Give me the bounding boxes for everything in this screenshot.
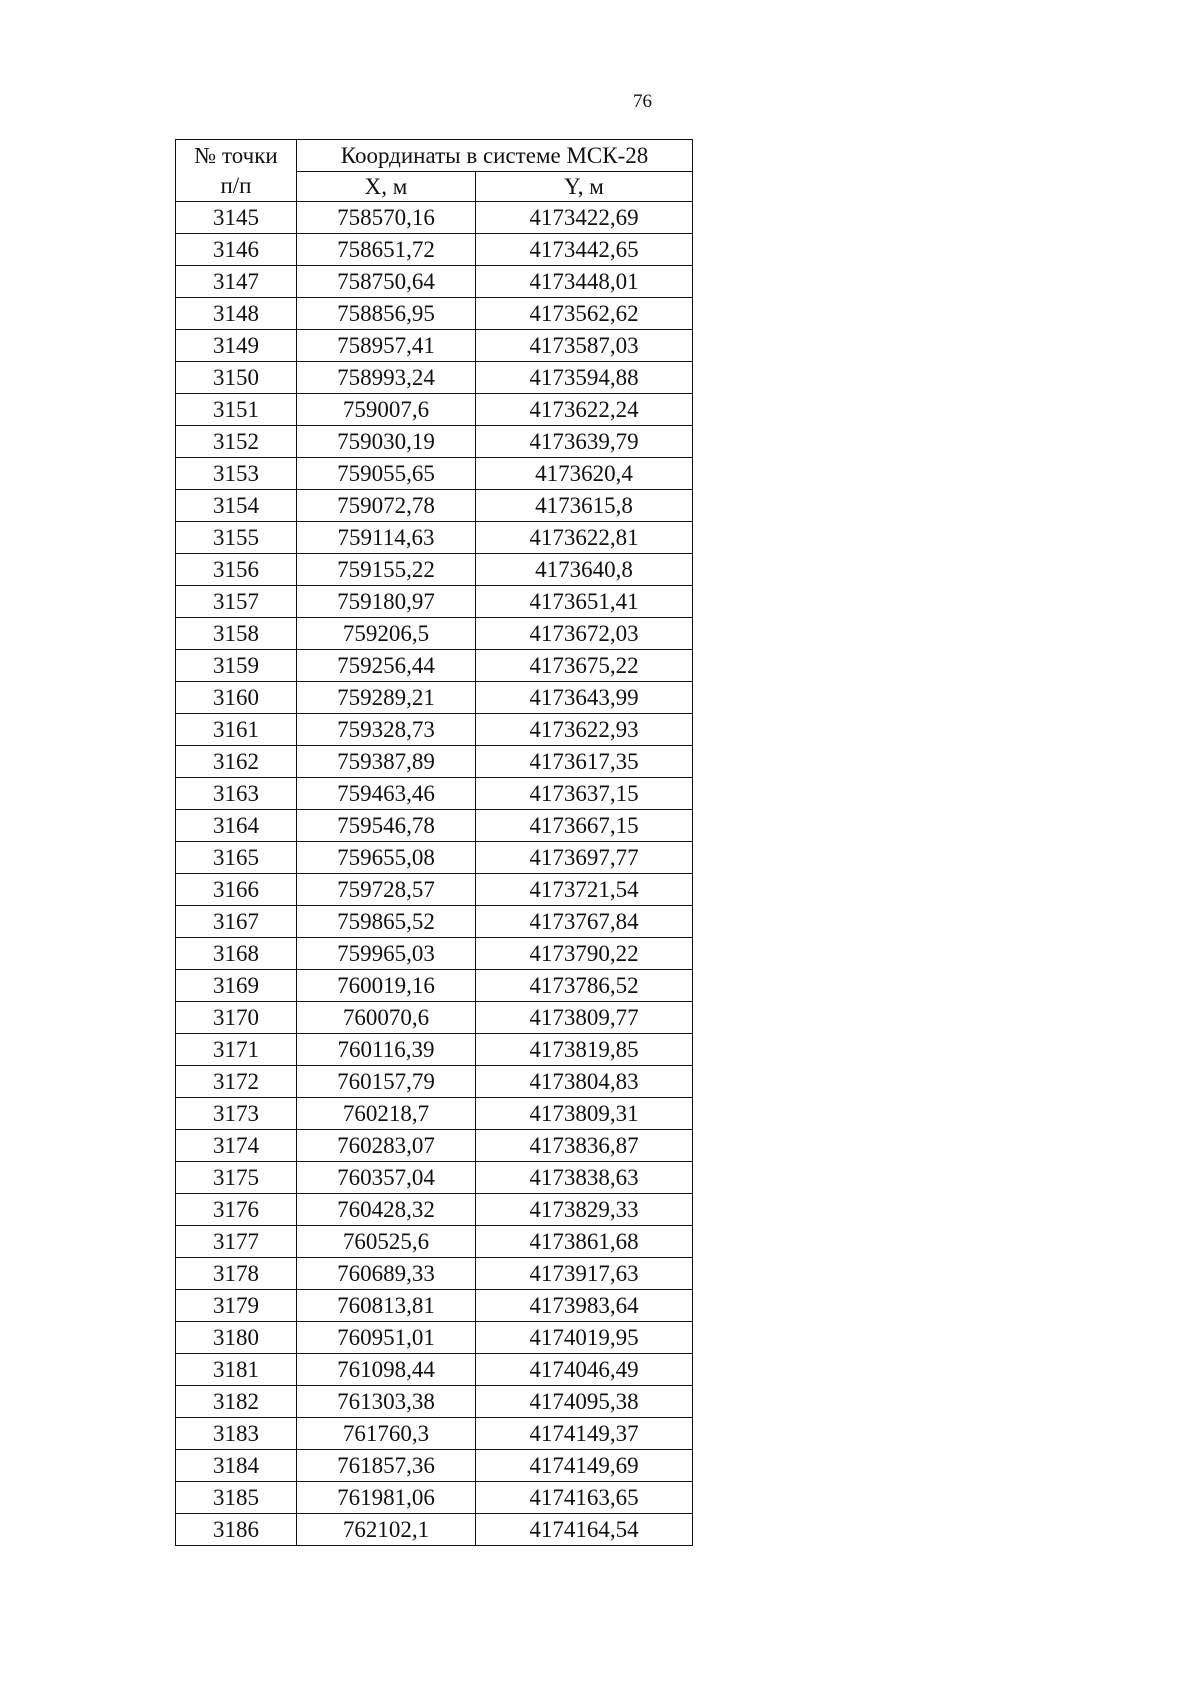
point-number-cell: 3154: [176, 490, 297, 522]
y-coordinate-cell: 4173675,22: [476, 650, 693, 682]
y-coordinate-cell: 4173809,77: [476, 1002, 693, 1034]
x-coordinate-cell: 760357,04: [297, 1162, 476, 1194]
point-number-cell: 3172: [176, 1066, 297, 1098]
point-number-cell: 3181: [176, 1354, 297, 1386]
point-number-cell: 3146: [176, 234, 297, 266]
y-coordinate-cell: 4173617,35: [476, 746, 693, 778]
y-coordinate-cell: 4173640,8: [476, 554, 693, 586]
point-number-cell: 3163: [176, 778, 297, 810]
x-coordinate-cell: 760070,6: [297, 1002, 476, 1034]
table-row: [176, 842, 693, 874]
y-coordinate-cell: 4173838,63: [476, 1162, 693, 1194]
table-row: [176, 1258, 693, 1290]
point-number-cell: 3160: [176, 682, 297, 714]
table-row: [176, 1290, 693, 1322]
point-number-cell: 3185: [176, 1482, 297, 1514]
point-number-cell: 3169: [176, 970, 297, 1002]
point-number-cell: 3161: [176, 714, 297, 746]
y-coordinate-cell: 4173697,77: [476, 842, 693, 874]
x-coordinate-cell: 760157,79: [297, 1066, 476, 1098]
y-coordinate-cell: 4174046,49: [476, 1354, 693, 1386]
y-coordinate-cell: 4173790,22: [476, 938, 693, 970]
table-row: [176, 874, 693, 906]
table-row: [176, 1162, 693, 1194]
table-row: [176, 1354, 693, 1386]
point-number-cell: 3168: [176, 938, 297, 970]
point-number-cell: 3156: [176, 554, 297, 586]
y-coordinate-cell: 4173643,99: [476, 682, 693, 714]
point-number-cell: 3159: [176, 650, 297, 682]
x-coordinate-cell: 762102,1: [297, 1514, 476, 1546]
table-row: [176, 362, 693, 394]
point-number-header-line2: п/п: [220, 173, 252, 198]
point-number-cell: 3180: [176, 1322, 297, 1354]
point-number-cell: 3162: [176, 746, 297, 778]
point-number-cell: 3158: [176, 618, 297, 650]
x-coordinate-cell: 760218,7: [297, 1098, 476, 1130]
point-number-cell: 3166: [176, 874, 297, 906]
table-row: [176, 906, 693, 938]
x-coordinate-cell: 759114,63: [297, 522, 476, 554]
y-coordinate-cell: 4173836,87: [476, 1130, 693, 1162]
point-number-cell: 3155: [176, 522, 297, 554]
table-row: [176, 650, 693, 682]
table-row: [176, 266, 693, 298]
y-coordinate-cell: 4173983,64: [476, 1290, 693, 1322]
x-coordinate-cell: 758957,41: [297, 330, 476, 362]
x-coordinate-cell: 759865,52: [297, 906, 476, 938]
y-coordinate-cell: 4173672,03: [476, 618, 693, 650]
y-coordinate-cell: 4173622,93: [476, 714, 693, 746]
point-number-cell: 3148: [176, 298, 297, 330]
y-coordinate-cell: 4173639,79: [476, 426, 693, 458]
table-row: [176, 586, 693, 618]
table-row: [176, 1450, 693, 1482]
point-number-cell: 3173: [176, 1098, 297, 1130]
y-coordinate-cell: 4173622,24: [476, 394, 693, 426]
y-coordinate-cell: 4173622,81: [476, 522, 693, 554]
table-row: [176, 394, 693, 426]
point-number-cell: 3182: [176, 1386, 297, 1418]
y-coordinate-cell: 4173861,68: [476, 1226, 693, 1258]
table-row: [176, 1386, 693, 1418]
x-coordinate-cell: 758570,16: [297, 202, 476, 234]
table-row: [176, 1322, 693, 1354]
y-coordinate-cell: 4173594,88: [476, 362, 693, 394]
page-number: 76: [633, 91, 652, 112]
table-row: [176, 1066, 693, 1098]
y-coordinate-cell: 4174163,65: [476, 1482, 693, 1514]
x-coordinate-cell: 761981,06: [297, 1482, 476, 1514]
table-row: [176, 298, 693, 330]
x-column-header: X, м: [297, 172, 476, 202]
x-coordinate-cell: 761857,36: [297, 1450, 476, 1482]
table-row: [176, 714, 693, 746]
point-number-cell: 3179: [176, 1290, 297, 1322]
point-number-cell: 3174: [176, 1130, 297, 1162]
table-row: [176, 426, 693, 458]
point-number-cell: 3147: [176, 266, 297, 298]
coordinates-system-header: Координаты в системе МСК-28: [297, 140, 693, 172]
y-coordinate-cell: 4173448,01: [476, 266, 693, 298]
x-coordinate-cell: 759180,97: [297, 586, 476, 618]
table-row: [176, 234, 693, 266]
table-row: [176, 554, 693, 586]
x-coordinate-cell: 760689,33: [297, 1258, 476, 1290]
point-number-cell: 3149: [176, 330, 297, 362]
y-coordinate-cell: 4173651,41: [476, 586, 693, 618]
x-coordinate-cell: 759055,65: [297, 458, 476, 490]
y-coordinate-cell: 4173667,15: [476, 810, 693, 842]
y-coordinate-cell: 4173620,4: [476, 458, 693, 490]
point-number-header: [176, 140, 297, 202]
point-number-cell: 3145: [176, 202, 297, 234]
x-coordinate-cell: 758750,64: [297, 266, 476, 298]
point-number-cell: 3177: [176, 1226, 297, 1258]
point-number-cell: 3184: [176, 1450, 297, 1482]
x-coordinate-cell: 759728,57: [297, 874, 476, 906]
x-coordinate-cell: 760019,16: [297, 970, 476, 1002]
table-row: [176, 330, 693, 362]
y-coordinate-cell: 4174149,69: [476, 1450, 693, 1482]
point-number-cell: 3176: [176, 1194, 297, 1226]
table-row: [176, 778, 693, 810]
y-coordinate-cell: 4173819,85: [476, 1034, 693, 1066]
x-coordinate-cell: 761760,3: [297, 1418, 476, 1450]
coordinates-table: [175, 139, 693, 1546]
table-row: [176, 1226, 693, 1258]
table-row: [176, 1194, 693, 1226]
y-coordinate-cell: 4173829,33: [476, 1194, 693, 1226]
y-coordinate-cell: 4173637,15: [476, 778, 693, 810]
x-coordinate-cell: 760525,6: [297, 1226, 476, 1258]
x-coordinate-cell: 759387,89: [297, 746, 476, 778]
table-row: [176, 810, 693, 842]
y-coordinate-cell: 4173615,8: [476, 490, 693, 522]
x-coordinate-cell: 760428,32: [297, 1194, 476, 1226]
table-row: [176, 1514, 693, 1546]
table-row: [176, 458, 693, 490]
point-number-cell: 3178: [176, 1258, 297, 1290]
x-coordinate-cell: 759155,22: [297, 554, 476, 586]
y-coordinate-cell: 4173721,54: [476, 874, 693, 906]
point-number-cell: 3170: [176, 1002, 297, 1034]
table-row: [176, 1098, 693, 1130]
table-row: [176, 1418, 693, 1450]
y-column-header: Y, м: [476, 172, 693, 202]
x-coordinate-cell: 758651,72: [297, 234, 476, 266]
x-coordinate-cell: 759965,03: [297, 938, 476, 970]
x-coordinate-cell: 759072,78: [297, 490, 476, 522]
point-number-cell: 3171: [176, 1034, 297, 1066]
table-row: [176, 746, 693, 778]
point-number-cell: 3175: [176, 1162, 297, 1194]
table-row: [176, 682, 693, 714]
table-row: [176, 1130, 693, 1162]
y-coordinate-cell: 4173442,65: [476, 234, 693, 266]
x-coordinate-cell: 761303,38: [297, 1386, 476, 1418]
y-coordinate-cell: 4173809,31: [476, 1098, 693, 1130]
point-number-header-line1: № точки: [194, 143, 278, 168]
table-row: [176, 938, 693, 970]
x-coordinate-cell: 759655,08: [297, 842, 476, 874]
y-coordinate-cell: 4173804,83: [476, 1066, 693, 1098]
x-coordinate-cell: 760813,81: [297, 1290, 476, 1322]
y-coordinate-cell: 4173562,62: [476, 298, 693, 330]
point-number-cell: 3157: [176, 586, 297, 618]
x-coordinate-cell: 760116,39: [297, 1034, 476, 1066]
x-coordinate-cell: 759328,73: [297, 714, 476, 746]
y-coordinate-cell: 4173587,03: [476, 330, 693, 362]
y-coordinate-cell: 4174149,37: [476, 1418, 693, 1450]
x-coordinate-cell: 759206,5: [297, 618, 476, 650]
table-row: [176, 490, 693, 522]
point-number-cell: 3151: [176, 394, 297, 426]
table-row: [176, 522, 693, 554]
y-coordinate-cell: 4174164,54: [476, 1514, 693, 1546]
x-coordinate-cell: 759256,44: [297, 650, 476, 682]
y-coordinate-cell: 4173422,69: [476, 202, 693, 234]
x-coordinate-cell: 759546,78: [297, 810, 476, 842]
x-coordinate-cell: 761098,44: [297, 1354, 476, 1386]
y-coordinate-cell: 4174095,38: [476, 1386, 693, 1418]
point-number-cell: 3153: [176, 458, 297, 490]
x-coordinate-cell: 758993,24: [297, 362, 476, 394]
y-coordinate-cell: 4173917,63: [476, 1258, 693, 1290]
point-number-cell: 3167: [176, 906, 297, 938]
x-coordinate-cell: 759007,6: [297, 394, 476, 426]
x-coordinate-cell: 758856,95: [297, 298, 476, 330]
x-coordinate-cell: 759289,21: [297, 682, 476, 714]
point-number-cell: 3165: [176, 842, 297, 874]
table-row: [176, 1002, 693, 1034]
point-number-cell: 3164: [176, 810, 297, 842]
x-coordinate-cell: 760283,07: [297, 1130, 476, 1162]
y-coordinate-cell: 4173767,84: [476, 906, 693, 938]
table-row: [176, 1034, 693, 1066]
table-body: [176, 202, 693, 1546]
point-number-cell: 3183: [176, 1418, 297, 1450]
x-coordinate-cell: 759030,19: [297, 426, 476, 458]
point-number-cell: 3186: [176, 1514, 297, 1546]
y-coordinate-cell: 4173786,52: [476, 970, 693, 1002]
table-row: [176, 618, 693, 650]
table-header: [176, 140, 693, 202]
point-number-cell: 3150: [176, 362, 297, 394]
x-coordinate-cell: 759463,46: [297, 778, 476, 810]
table-row: [176, 1482, 693, 1514]
table-row: [176, 970, 693, 1002]
y-coordinate-cell: 4174019,95: [476, 1322, 693, 1354]
x-coordinate-cell: 760951,01: [297, 1322, 476, 1354]
point-number-cell: 3152: [176, 426, 297, 458]
table-row: [176, 202, 693, 234]
